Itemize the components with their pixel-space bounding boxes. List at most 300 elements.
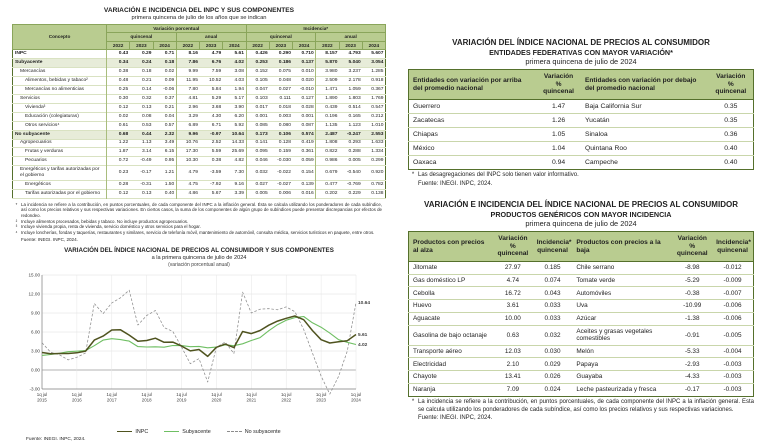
table-row	[409, 300, 754, 313]
value-cell: 0.53	[141, 122, 152, 128]
value-cell: 0.032	[533, 325, 573, 345]
main-table-head	[13, 24, 386, 50]
products-table-period: primera quincena de julio de 2024	[525, 218, 637, 228]
year-header: 2023	[269, 41, 292, 50]
value-cell: 0.30	[107, 95, 130, 104]
value-cell: 3.980	[316, 68, 339, 77]
concept-label: Agropecuarios	[20, 140, 52, 146]
year-header: 2023	[339, 41, 362, 50]
components-table-subtitle: primera quincena de julio de los años que se indican	[131, 14, 267, 21]
footnote-marker: *	[411, 172, 415, 179]
value-cell: 4.793	[348, 51, 361, 57]
footnote	[12, 230, 386, 236]
value-cell: 0.986	[316, 157, 339, 166]
value-cell: 0.38	[107, 68, 130, 77]
value-cell: -0.022	[277, 170, 291, 176]
value-cell: 0.293	[348, 140, 361, 146]
value-cell: 1.471	[316, 86, 339, 95]
value-cell: 6.71	[211, 122, 222, 128]
y-tick-label: 6.00	[31, 329, 40, 335]
value-cell: 5.17	[234, 95, 244, 101]
table-row	[409, 358, 754, 371]
value-cell: 0.059	[301, 158, 314, 164]
column-header: Variación % quincenal	[709, 70, 754, 100]
inflation-line-chart	[12, 269, 386, 429]
value-cell: 0.016	[301, 191, 314, 197]
value-cell: 2.96	[176, 103, 199, 112]
value-cell: 0.63	[493, 325, 533, 345]
value-cell: 0.13	[141, 191, 152, 197]
value-cell: 0.918	[371, 78, 384, 84]
legend-item	[117, 429, 148, 435]
column-group-header: Incidencia*	[246, 24, 386, 33]
value-cell: -0.97	[210, 131, 222, 137]
components-table-title: VARIACIÓN E INCIDENCIA DEL INPC Y SUS COMPONENTES	[103, 7, 295, 14]
item-label: Electricidad	[409, 358, 494, 371]
value-cell: 5.61	[234, 51, 244, 57]
value-cell: 0.137	[301, 60, 314, 66]
value-cell: 0.033	[533, 300, 573, 313]
table-row	[409, 312, 754, 325]
concept-label: Tarifas autorizadas por el gobierno	[25, 191, 101, 197]
products-incidence-table	[408, 231, 754, 396]
value-cell: 11.95	[176, 77, 199, 86]
footnote	[12, 202, 386, 219]
value-cell: 4.02	[234, 60, 244, 66]
value-cell: 10.64	[231, 131, 244, 137]
year-header: 2024	[153, 41, 176, 50]
footnote-text: Incluye alimentos procesados, bebidas y tabaco. No incluye productos agropecuarios.	[21, 218, 189, 224]
value-cell: -0.17	[140, 170, 152, 176]
table-body	[409, 99, 754, 169]
value-cell: -0.91	[672, 325, 712, 345]
value-cell: 0.001	[246, 112, 269, 121]
value-cell: 0.154	[301, 170, 314, 176]
concept-label: INPC	[15, 51, 27, 57]
value-cell: 17.30	[176, 148, 199, 157]
value-cell: 0.186	[278, 60, 291, 66]
products-table-subtitle: PRODUCTOS GENÉRICOS CON MAYOR INCIDENCIA	[490, 209, 672, 219]
value-cell: 0.028	[301, 104, 314, 110]
footnote-marker: ²	[15, 218, 18, 224]
products-table-section	[408, 200, 754, 421]
value-cell: 3.90	[234, 104, 244, 110]
value-cell: -5.29	[672, 274, 712, 287]
concept-label: Vivienda³	[25, 104, 46, 110]
table-row	[13, 103, 386, 112]
x-tick-label: 1q jul	[350, 391, 362, 397]
value-cell: 4.79	[211, 51, 222, 57]
legend-label: No subyacente	[244, 428, 281, 435]
value-cell: 0.026	[533, 371, 573, 384]
value-cell: -0.49	[140, 158, 152, 164]
products-table-source: Fuente: INEGI. INPC, 2024.	[418, 415, 493, 422]
item-label: Yucatán	[581, 113, 709, 127]
concept-label: Frutas y verduras	[25, 149, 64, 155]
footnote-marker: *	[15, 201, 18, 207]
value-cell: 1.803	[348, 95, 361, 101]
x-tick-label: 1q jul	[246, 391, 257, 397]
value-cell: -0.012	[712, 261, 753, 274]
chart-title: VARIACIÓN DEL ÍNDICE NACIONAL DE PRECIOS AL CONSUMIDOR Y SUS COMPONENTES	[64, 247, 334, 255]
value-cell: 0.138	[371, 191, 384, 197]
table-row	[13, 166, 386, 181]
value-cell: 0.141	[246, 139, 269, 148]
item-label: Jitomate	[409, 261, 494, 274]
value-cell: 0.21	[141, 78, 152, 84]
value-cell: -7.92	[210, 182, 222, 188]
value-cell: 0.34	[107, 59, 130, 68]
table-row	[409, 127, 754, 141]
value-cell: 3.29	[176, 112, 199, 121]
series-inpc	[42, 316, 356, 356]
value-cell: 0.027	[246, 181, 269, 190]
item-label: Gas doméstico LP	[409, 274, 494, 287]
value-cell: 0.477	[316, 181, 339, 190]
item-label: Melón	[572, 345, 672, 358]
x-tick-year: 2016	[71, 397, 82, 403]
x-tick-label: 1q jul	[211, 391, 222, 397]
value-cell: 4.30	[211, 113, 222, 119]
value-cell: 0.290	[278, 51, 291, 57]
table-row	[13, 77, 386, 86]
value-cell: 0.152	[246, 68, 269, 77]
value-cell: -0.003	[712, 371, 753, 384]
concept-label: Alimentos, bebidas y tabaco²	[25, 78, 88, 84]
states-table-source: Fuente: INEGI. INPC, 2024.	[418, 180, 493, 187]
item-label: Chayote	[409, 371, 494, 384]
value-cell: 0.027	[278, 87, 291, 92]
value-cell: -0.17	[684, 386, 700, 394]
value-cell: 3.237	[348, 69, 361, 75]
column-header: Entidades con variación por arriba del promedio nacional	[409, 70, 537, 100]
value-cell: 0.010	[301, 69, 314, 75]
value-cell: 0.24	[141, 60, 152, 66]
value-cell: 0.18	[164, 60, 175, 66]
value-cell: 5.040	[348, 60, 361, 66]
value-cell: 0.253	[246, 59, 269, 68]
x-tick-year: 2022	[281, 397, 292, 403]
value-cell: 4.75	[176, 181, 199, 190]
value-cell: 0.40	[724, 158, 738, 166]
value-cell: 6.76	[211, 60, 222, 66]
table-row	[409, 155, 754, 169]
value-cell: 1.04	[536, 141, 581, 155]
item-label: Chile serrano	[572, 261, 672, 274]
x-tick-label: 1q jul	[141, 391, 152, 397]
value-cell: 0.18	[141, 69, 152, 75]
table-head	[409, 232, 754, 262]
value-cell: 1.50	[164, 182, 175, 188]
legend-item	[227, 429, 281, 435]
x-tick-label: 1q jul	[36, 391, 48, 397]
value-cell: 0.439	[316, 103, 339, 112]
year-header: 2022	[107, 41, 130, 50]
value-cell: 12.03	[493, 345, 533, 358]
end-value-label: 4.02	[358, 342, 368, 348]
value-cell: 0.029	[533, 358, 573, 371]
value-cell: 0.032	[246, 166, 269, 181]
header-row-groups	[13, 24, 386, 33]
table-row	[13, 112, 386, 121]
value-cell: 0.033	[533, 312, 573, 325]
right-column	[392, 0, 768, 422]
states-variation-table	[408, 69, 754, 170]
legend-line-swatch	[227, 431, 242, 432]
table-row	[13, 50, 386, 59]
value-cell: 0.48	[107, 77, 130, 86]
chart-subtitle: a la primera quincena de julio de 2024	[151, 254, 247, 261]
concept-label: Mercancías no alimenticias	[25, 87, 84, 92]
table-row	[13, 190, 386, 199]
value-cell: -1.38	[672, 312, 712, 325]
table-row	[409, 113, 754, 127]
column-header: Incidencia* quincenal	[712, 232, 753, 262]
footnote-marker: ³	[15, 224, 18, 230]
table-row	[409, 371, 754, 384]
value-cell: 0.40	[709, 141, 754, 155]
value-cell: 0.38	[211, 158, 222, 164]
table-row	[13, 148, 386, 157]
table-row	[13, 95, 386, 104]
value-cell: 0.106	[278, 131, 291, 137]
x-tick-label: 1q jul	[315, 391, 327, 397]
value-cell: 9.16	[234, 182, 244, 188]
value-cell: 4.03	[234, 78, 244, 84]
footnote-text: Incluye loncherías, fondas y taquerías, restaurantes y similares, servicio de telefonía móvil, mantenimiento de automóvil, consulta médica, servicios turísticos en paquete, entre otros.	[21, 230, 375, 236]
states-table-subtitle: ENTIDADES FEDERATIVAS CON MAYOR VARIACIÓN*	[489, 48, 673, 57]
value-cell: 2.178	[348, 78, 361, 84]
value-cell: 13.41	[493, 371, 533, 384]
value-cell: 0.105	[246, 77, 269, 86]
y-tick-label: 3.00	[31, 348, 40, 354]
item-label: Aguacate	[409, 312, 494, 325]
chart-caption: (variación porcentual anual)	[168, 261, 230, 268]
value-cell: 0.087	[301, 122, 314, 128]
year-header: 2024	[362, 41, 385, 50]
value-cell: 7.86	[176, 59, 199, 68]
table-row	[409, 325, 754, 345]
x-tick-label: 1q jul	[106, 391, 118, 397]
x-tick-year: 2023	[316, 397, 327, 403]
x-tick-label: 1q jul	[71, 391, 83, 397]
item-label: Huevo	[409, 300, 494, 313]
column-header: Variación % quincenal	[493, 232, 533, 262]
x-tick-year: 2019	[176, 397, 187, 403]
table-row	[409, 141, 754, 155]
value-cell: -0.003	[712, 358, 753, 371]
value-cell: 5.84	[211, 87, 222, 92]
value-cell: 0.08	[141, 113, 152, 119]
year-header: 2022	[316, 41, 339, 50]
concept-label: Educación (colegiaturas)	[25, 113, 79, 119]
value-cell: 0.018	[278, 104, 291, 110]
value-cell: 3.61	[493, 300, 533, 313]
column-subgroup-header: anual	[176, 33, 246, 42]
item-label: Uva	[572, 300, 672, 313]
table-row	[13, 181, 386, 190]
item-label: Azúcar	[572, 312, 672, 325]
x-tick-label: 1q jul	[176, 391, 187, 397]
value-cell: 0.71	[164, 51, 175, 57]
column-subgroup-header: quincenal	[107, 33, 177, 42]
legend-label: INPC	[135, 428, 149, 435]
value-cell: 0.006	[278, 191, 291, 197]
value-cell: 0.095	[246, 148, 269, 157]
column-header: Productos con precios a la baja	[572, 232, 672, 262]
value-cell: 0.679	[316, 166, 339, 181]
table-row	[409, 261, 754, 274]
item-label: Automóviles	[572, 287, 672, 300]
legend-line-swatch	[117, 431, 132, 432]
value-cell: -5.33	[672, 345, 712, 358]
value-cell: 4.74	[493, 274, 533, 287]
footnote-text: Las desagregaciones del INPC solo tienen valor informativo.	[418, 172, 579, 179]
value-cell: 0.710	[301, 51, 314, 57]
concept-label: Energéticos y tarifas autorizadas por el gobierno	[20, 167, 100, 179]
inflation-chart-section	[12, 247, 386, 441]
concept-column-header: Concepto	[13, 24, 107, 50]
value-cell: 10.52	[209, 78, 222, 84]
value-cell: 10.00	[493, 312, 533, 325]
value-cell: 0.68	[107, 130, 130, 139]
value-cell: 16.72	[493, 287, 533, 300]
components-table-footnotes	[12, 202, 386, 236]
table-row	[13, 68, 386, 77]
value-cell: 0.367	[371, 87, 384, 92]
x-tick-year: 2017	[106, 397, 117, 403]
concept-label: Servicios	[20, 95, 40, 101]
value-cell: 0.12	[107, 103, 130, 112]
x-tick-year: 2018	[141, 397, 152, 403]
value-cell: 0.37	[164, 95, 175, 101]
value-cell: 5.29	[211, 95, 222, 101]
value-cell: 0.94	[551, 158, 566, 166]
legend-line-swatch	[164, 431, 179, 432]
value-cell: 3.054	[371, 60, 384, 66]
column-header: Entidades con variación por debajo del promedio nacional	[581, 70, 709, 100]
value-cell: 3.68	[211, 104, 222, 110]
concept-label: Otros servicios⁴	[25, 122, 60, 128]
year-header: 2023	[200, 41, 223, 50]
concept-label: No subyacente	[15, 131, 50, 137]
value-cell: -10.99	[672, 300, 712, 313]
value-cell: 7.09	[506, 386, 520, 394]
value-cell: 0.202	[316, 190, 339, 199]
y-tick-label: 15.00	[28, 272, 40, 278]
value-cell: 1.87	[107, 148, 130, 157]
states-table-title: VARIACIÓN DEL ÍNDICE NACIONAL DE PRECIOS AL CONSUMIDOR	[452, 38, 710, 47]
value-cell: -0.009	[712, 274, 753, 287]
value-cell: 14.33	[231, 140, 244, 146]
value-cell: 0.28	[107, 181, 130, 190]
value-cell: 1.808	[316, 139, 339, 148]
table-row	[409, 287, 754, 300]
value-cell: -0.007	[712, 287, 753, 300]
value-cell: -0.004	[712, 345, 753, 358]
header-row	[409, 232, 754, 262]
value-cell: 0.36	[709, 127, 754, 141]
value-cell: 0.005	[348, 158, 361, 164]
value-cell: 0.72	[107, 157, 130, 166]
value-cell: 0.35	[709, 99, 754, 113]
item-label: Guerrero	[409, 99, 537, 113]
value-cell: 0.229	[348, 191, 361, 197]
value-cell: 0.09	[164, 78, 175, 84]
table-row	[13, 121, 386, 130]
value-cell: 4.79	[176, 166, 199, 181]
value-cell: 0.128	[278, 140, 291, 146]
value-cell: 0.075	[278, 69, 291, 75]
footnote-marker: *	[411, 399, 415, 406]
value-cell: 2.487	[316, 130, 339, 139]
table-row	[13, 86, 386, 95]
value-cell: 0.822	[316, 148, 339, 157]
value-cell: 1.010	[371, 122, 384, 128]
inpc-components-table	[12, 24, 386, 200]
column-subgroup-header: quincenal	[246, 33, 316, 42]
value-cell: -0.06	[163, 87, 175, 92]
value-cell: 0.030	[533, 345, 573, 358]
value-cell: 0.12	[107, 190, 130, 199]
legend-label: Subyacente	[182, 428, 211, 435]
x-tick-label: 1q jul	[280, 391, 292, 397]
item-label: Baja California Sur	[581, 99, 709, 113]
value-cell: 6.89	[176, 121, 199, 130]
value-cell: -0.769	[346, 182, 361, 188]
value-cell: 0.21	[164, 104, 175, 110]
products-table-footnotes	[408, 399, 754, 414]
item-label: Gasolina de bajo octanaje	[409, 325, 494, 345]
value-cell: -0.006	[712, 300, 753, 313]
value-cell: 2.509	[316, 77, 339, 86]
value-cell: 0.514	[348, 104, 361, 110]
value-cell: 0.046	[246, 157, 269, 166]
series-no-subyacente	[42, 290, 356, 394]
item-label: Cebolla	[409, 287, 494, 300]
table-head	[409, 70, 754, 100]
value-cell: 7.80	[176, 86, 199, 95]
value-cell: -0.31	[140, 182, 152, 188]
value-cell: 0.95	[164, 158, 175, 164]
states-table-section	[408, 38, 754, 187]
value-cell: 3.39	[234, 191, 244, 197]
value-cell: 1.13	[141, 140, 152, 146]
value-cell: 9.99	[176, 68, 199, 77]
value-cell: 0.361	[301, 149, 314, 155]
value-cell: -0.003	[723, 386, 742, 394]
value-cell: 0.44	[141, 131, 152, 137]
footnote-marker: ⁴	[15, 230, 18, 236]
value-cell: 0.920	[371, 170, 384, 176]
value-cell: 3.49	[164, 140, 175, 146]
column-header: Incidencia* quincenal	[533, 232, 573, 262]
value-cell: 5.870	[316, 59, 339, 68]
value-cell: 2.52	[211, 140, 222, 146]
value-cell: 8.157	[316, 50, 339, 59]
value-cell: 5.67	[211, 191, 222, 197]
value-cell: 0.13	[141, 104, 152, 110]
end-value-label: 5.61	[358, 332, 368, 338]
table-row	[409, 345, 754, 358]
value-cell: 0.103	[246, 95, 269, 104]
value-cell: -0.38	[672, 287, 712, 300]
value-cell: 0.111	[279, 95, 291, 101]
legend-item	[164, 429, 210, 435]
value-cell: 1.05	[536, 127, 581, 141]
main-table-body	[13, 50, 386, 199]
value-cell: 0.299	[371, 158, 384, 164]
